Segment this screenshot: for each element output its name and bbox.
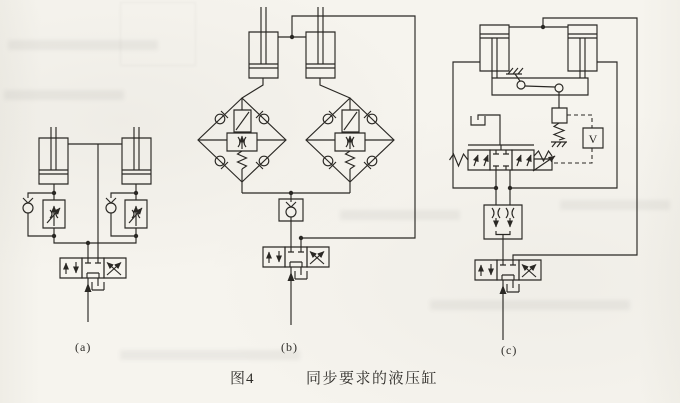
- cylinder-right: [568, 25, 597, 78]
- directional-valve: [475, 260, 541, 280]
- cylinder-right: [306, 21, 335, 78]
- tank-symbol: [92, 278, 104, 290]
- circuit-b: [198, 7, 415, 325]
- directional-valve: [263, 247, 329, 267]
- servo-valve: [450, 115, 556, 171]
- cylinder-left: [480, 25, 509, 78]
- flow-divider-valve: [484, 205, 522, 239]
- check-valve: [106, 198, 116, 213]
- check-valve-bridge-flow-control: [198, 98, 286, 182]
- circuit-b-piping: [242, 7, 415, 247]
- feedback-beam-lever: [492, 68, 588, 95]
- pressure-supply-arrow: [500, 280, 507, 340]
- tank-symbol: [507, 280, 519, 292]
- one-way-throttle-valve: [125, 200, 147, 228]
- figure-caption: [0, 367, 680, 391]
- amplifier-label: V: [588, 132, 598, 146]
- figure-number: 图4: [230, 371, 255, 387]
- check-valve-bridge-flow-control: [306, 98, 394, 182]
- circuit-a: [23, 127, 151, 322]
- circuit-a-piping: [28, 144, 136, 258]
- cylinder-left: [249, 21, 278, 78]
- cylinder-left: [39, 127, 68, 184]
- circuit-c: [450, 18, 638, 340]
- one-way-throttle-valve: [43, 200, 65, 228]
- figure-title: 同步要求的液压缸: [306, 371, 439, 387]
- cylinder-right: [122, 127, 151, 184]
- circuit-c-piping: [453, 18, 637, 260]
- panel-label-a: (a): [75, 340, 92, 354]
- pressure-supply-arrow: [85, 278, 92, 322]
- check-valve: [23, 198, 33, 213]
- pressure-supply-arrow: [288, 267, 295, 325]
- directional-valve: [60, 258, 126, 278]
- panel-label-b: (b): [281, 340, 298, 354]
- panel-label-c: (c): [501, 343, 518, 357]
- position-sensor: [551, 92, 567, 147]
- tank-symbol: [295, 267, 307, 279]
